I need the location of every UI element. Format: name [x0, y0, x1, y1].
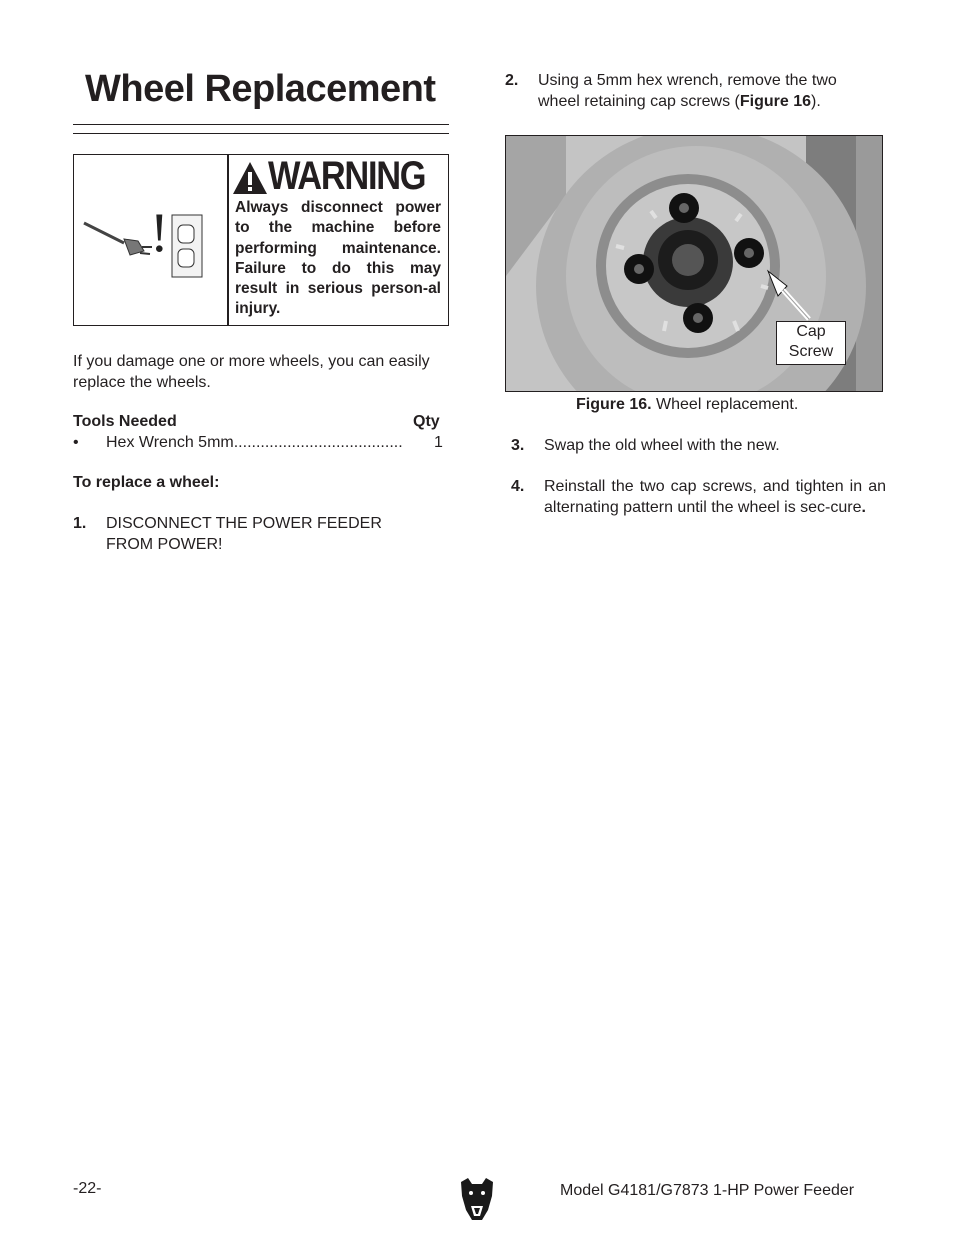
step-4-body: Reinstall the two cap screws, and tighten in an alternating pattern until the wheel is sec-cure — [544, 478, 886, 516]
tool-leader: ...................................... — [233, 434, 403, 451]
warning-heading: WARNING — [268, 154, 426, 198]
step-1-number: 1. — [73, 515, 87, 532]
step-3-number: 3. — [511, 437, 525, 454]
grizzly-bear-logo-icon — [458, 1176, 496, 1222]
figure-label: Figure 16. — [576, 396, 652, 413]
tool-item — [106, 433, 403, 454]
unplug-power-icon — [74, 155, 224, 325]
intro-paragraph: If you damage one or more wheels, you can easily replace the wheels. — [73, 353, 430, 391]
step-4-text — [544, 477, 886, 518]
warning-header — [232, 154, 442, 198]
step-4-number: 4. — [511, 478, 525, 495]
title-rule-top — [73, 124, 449, 125]
step-4-period: . — [861, 498, 866, 516]
callout-line-2: Screw — [788, 343, 834, 360]
tools-header: Tools Needed — [73, 413, 177, 430]
callout-line-1: Cap — [796, 323, 826, 340]
cap-screw-callout — [776, 321, 846, 365]
step-2-text-after: ). — [811, 92, 821, 110]
procedure-heading: To replace a wheel: — [73, 474, 220, 491]
warning-divider — [227, 155, 229, 325]
step-1-text: DISCONNECT THE POWER FEEDER FROM POWER! — [106, 515, 382, 553]
figure-caption-text: Wheel replacement. — [656, 396, 799, 413]
footer-model: Model G4181/G7873 1-HP Power Feeder — [560, 1182, 855, 1199]
tool-bullet: • — [73, 434, 79, 451]
title-rule-bottom — [73, 133, 449, 134]
step-3-text: Swap the old wheel with the new. — [544, 437, 780, 454]
tool-name: Hex Wrench 5mm — [106, 434, 234, 451]
page-title: Wheel Replacement — [85, 68, 436, 110]
qty-header: Qty — [413, 413, 440, 430]
figure-16-reference: Figure 16 — [739, 92, 812, 110]
warning-triangle-icon — [232, 160, 268, 196]
step-2-number: 2. — [505, 72, 519, 89]
figure-caption — [576, 395, 798, 416]
warning-text: Always disconnect power to the machine before performing maintenance. Failure to do this may result in serious person-al injury. — [235, 199, 441, 318]
step-2-text-before: Using a 5mm hex wrench, remove the two wheel retaining cap screws ( — [538, 72, 837, 110]
wheel-photo — [505, 135, 883, 392]
step-2-text — [538, 71, 878, 112]
svg-text:!: ! — [150, 202, 169, 264]
page-number: -22- — [73, 1180, 102, 1197]
tool-qty: 1 — [434, 434, 443, 451]
